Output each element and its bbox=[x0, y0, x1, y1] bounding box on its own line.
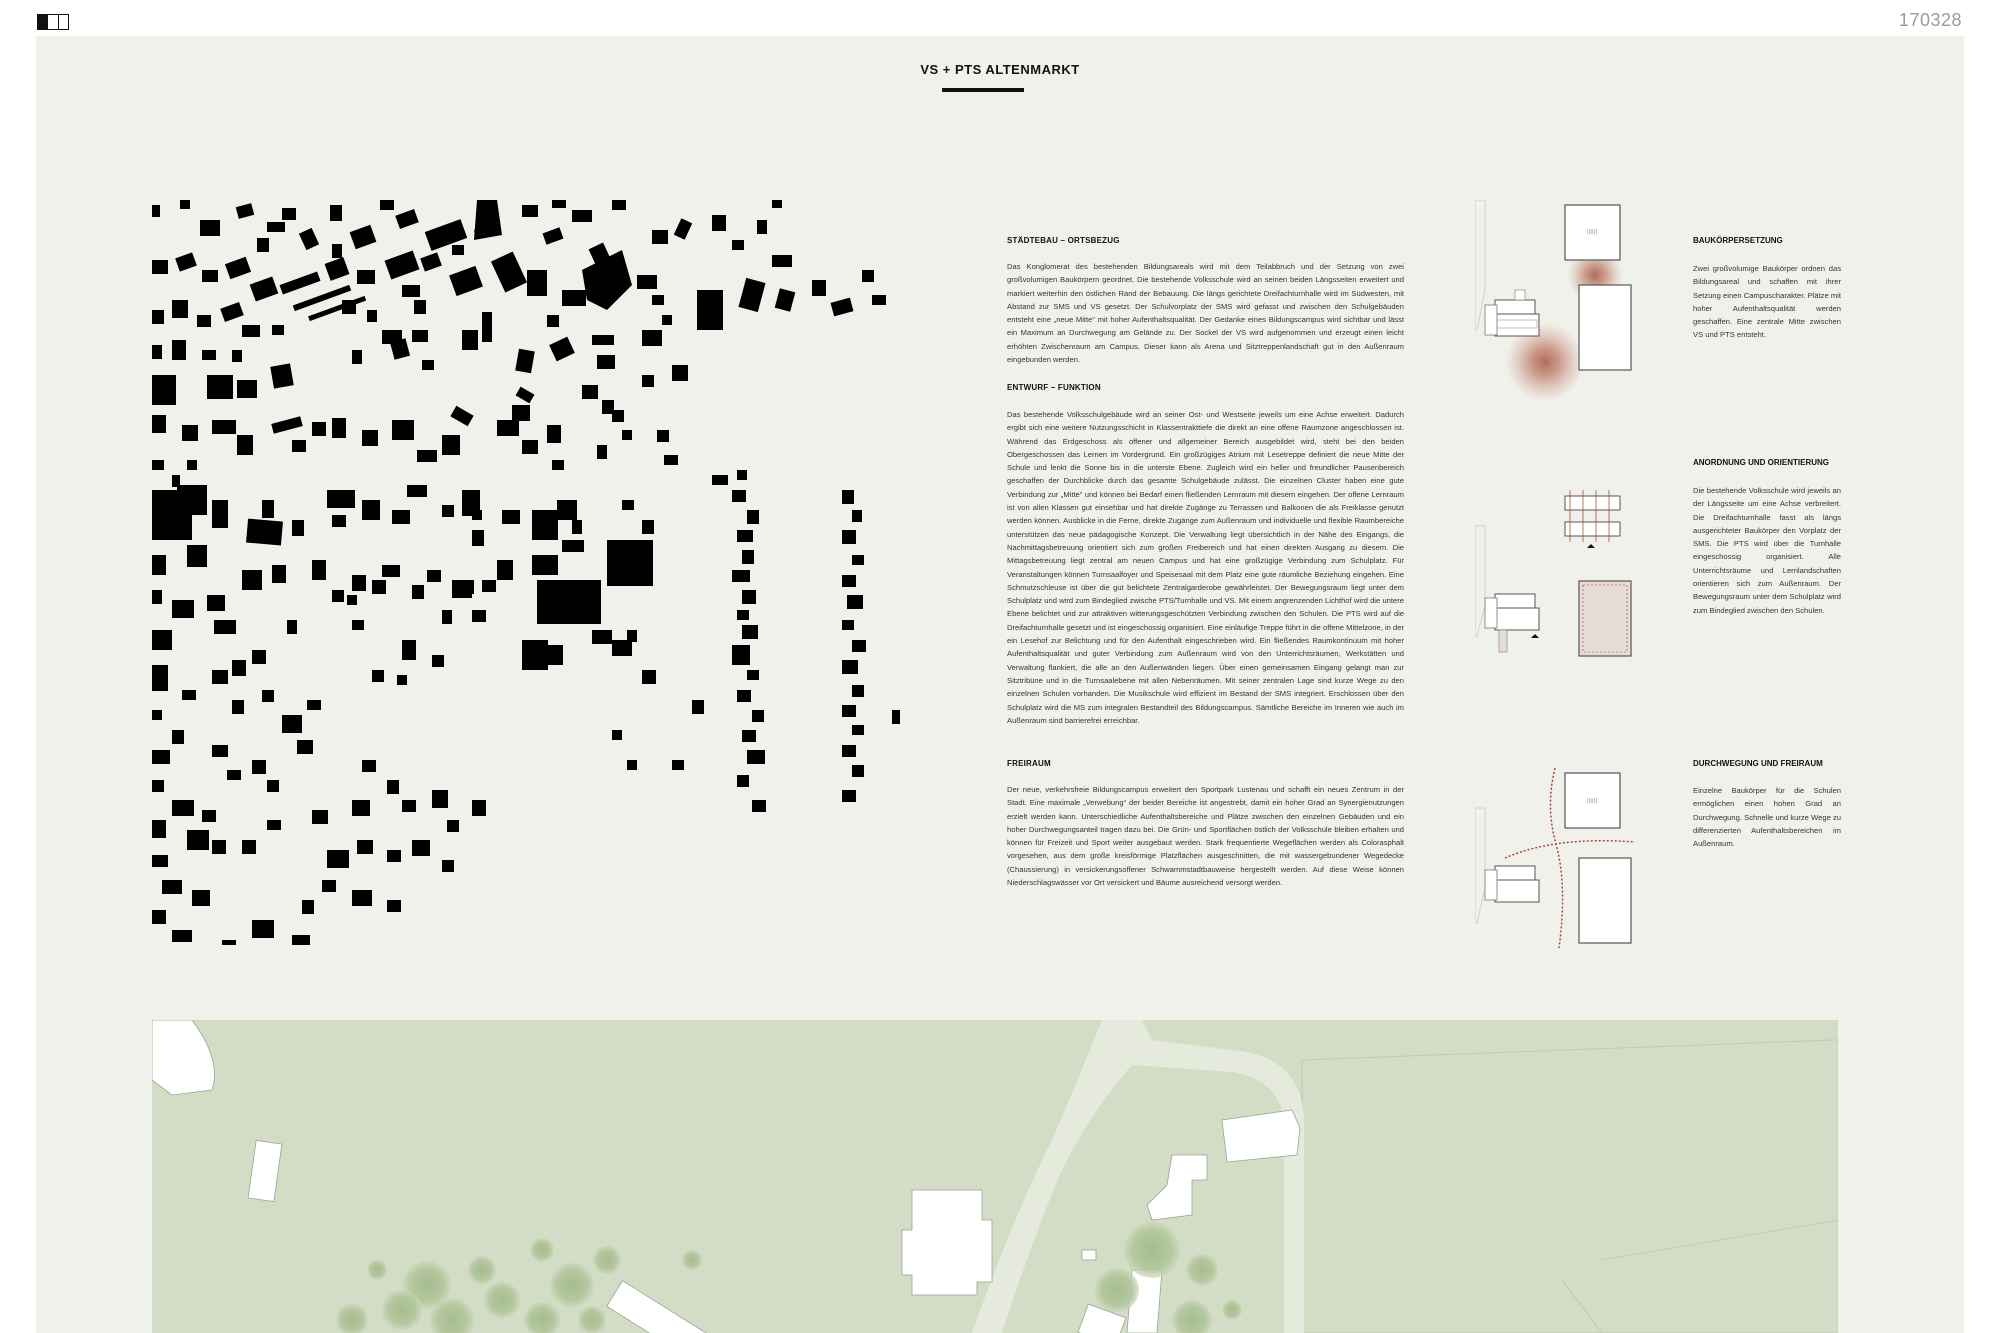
side-heading-baukoerpersetzung: BAUKÖRPERSETZUNG bbox=[1693, 236, 1783, 245]
section-heading-staedtebau: STÄDTEBAU – ORTSBEZUG bbox=[1007, 236, 1120, 245]
site-plan-green bbox=[152, 1020, 1838, 1333]
section-heading-freiraum: FREIRAUM bbox=[1007, 759, 1051, 768]
site-figure-ground-plan bbox=[152, 200, 958, 945]
title-underline bbox=[942, 88, 1024, 92]
entry-number: 170328 bbox=[1898, 10, 1962, 30]
diagram-anordnung-orientierung bbox=[1475, 486, 1635, 666]
side-heading-anordnung: ANORDNUNG UND ORIENTIERUNG bbox=[1693, 458, 1829, 467]
section-heading-entwurf: ENTWURF – FUNKTION bbox=[1007, 383, 1101, 392]
diagram-baukoerpersetzung bbox=[1475, 200, 1635, 400]
logo-icon bbox=[37, 14, 69, 30]
section-text-entwurf: Das bestehende Volksschulgebäude wird an seiner Ost- und Westseite jeweils um eine Achse erweitert. Dadurch ergibt sich eine weitere Nutzungsschicht in Klassentrakttiefe die direkt an eine offene Raumzone angeschlossen ist. Während das Erdgeschoss als offener und allgemeiner Bereich ausgebildet wird, steht bei den beiden Obergeschossen das Lernen im Vordergrund. Ein großzügiges Atrium mit Lesetreppe definiert die neue Mitte der Schule und lenkt die Sonne bis in die unterste Ebene. Zugleich wird ein heller und freundlicher Pausenbereich geschaffen der Durchblicke durch das gesamte Schulgebäude zulässt. Die einzelnen Cluster haben eine gute Verbindung zur „Mitte“ und können bei Bedarf einen fließenden Lernraum mit diesem eingehen. Der offene Lernraum ist von allen Klassen gut einsehbar und hat direkte Zugänge zu Terrassen und Balkonen die als Freiklasse genutzt werden können. Ausblicke in die Ferne, direkte Zugänge zum Außenraum und individuelle und flexible Raumbereiche unterstützen das neue pädagogische Konzept. Die Verwaltung liegt übersichtlich in der Nähe des Eingangs, die Nachmittagsbetreuung orientiert sich zum großen Freibereich und hat einen direkten Ausgang zu diesem. Die Mittagsbetreuung liegt zentral am neuen Campus und hat eine großzügige Verbindung zum Schulplatz. Für Veranstaltungen können Turnsaalfoyer und Speisesaal mit dem Platz eine gute räumliche Beziehung eingehen. Eine Schmutzschleuse ist über die gut belichtete Zentralgarderobe gewährleistet. Der Bewegungsraum liegt unter dem Schulplatz und wird zum Bindeglied zwische PTS/Turnhalle und VS. Mit einem angrenzenden Lichthof wird die untere Ebene belichtet und zur attraktiven witterungsgeschützten Verbindung zwischen den Schulen. Die PTS wird auf die Dreifachturnhalle gesetzt und ist eingeschossig organisiert. Eine einläufige Treppe führt in die offene Mittelzone, in der ein Lesehof zur Belichtung und für den Aufenthalt eingeschrieben wird. Ein fließendes Raumkontinuum mit hoher Aufenthaltsqualität und guter Verbindung zum Außenraum wird von den Unterrichtsräumen, Werkstätten und Verwaltung flankiert, die alle an den Außenwänden liegen. Über einen gemeinsamen Eingang gelangt man zur Sitztribüne und in die Turnsaalebene mit allen Nebenräumen. Mit seiner zentralen Lage sind kurze Wege zu den einzelnen Schulen vorhanden. Die Musikschule wird effizient im Bestand der SMS integriert. Erschlossen über den Schulplatz wird die MS zum integralen Bestandteil des Bildungscampus. Sämtliche Bereiche im Inneren wie auch im Außenraum sind barrierefrei erreichbar. bbox=[1007, 410, 1404, 725]
side-heading-durchwegung: DURCHWEGUNG UND FREIRAUM bbox=[1693, 759, 1823, 768]
section-text-staedtebau: Das Konglomerat des bestehenden Bildungsareals wird mit dem Teilabbruch und der Setzung von zwei großvolumigen Baukörpern geordnet. Die bestehende Volksschule wird an seinen beiden Längsseiten erweitert und markiert weiterhin den östlichen Rand der Bebauung. Die längs gerichtete Dreifachturnhalle wird im Südwesten, mit Abstand zur SMS und VS gesetzt. Der Schulvorplatz der SMS wird gefasst und zwischen den Schulgebäuden entsteht eine „neue Mitte“ mit hoher Aufenthaltsqualität. Der Gedanke eines Bildungscampus wird sichtbar und lässt ein Maximum an Durchwegung am Gelände zu. Der Sockel der VS wird aufgenommen und erzeugt einen leicht erhöhten Zwischenraum am Campus. Dieser kann als Arena und Sitztreppenlandschaft gut in den Außenraum eingebunden werden. bbox=[1007, 262, 1404, 365]
side-text-durchwegung: Einzelne Baukörper für die Schulen ermöglichen einen hohen Grad an Durchwegung. Schnelle und kurze Wege zu differenzierten Aufenthaltsbereichen im Außenraum. bbox=[1693, 786, 1841, 849]
svg-text:||||||: |||||| bbox=[1586, 798, 1598, 804]
poster-title: VS + PTS ALTENMARKT bbox=[920, 62, 1080, 77]
diagram-durchwegung-freiraum bbox=[1475, 748, 1635, 958]
side-text-baukoerpersetzung: Zwei großvolumige Baukörper ordnen das Bildungsareal und schaffen mit ihrer Setzung einen Campuscharakter. Plätze mit hoher Aufenthaltsqualität werden geschaffen. Eine zentrale Mitte zwischen VS und PTS entsteht. bbox=[1693, 264, 1841, 340]
section-text-freiraum: Der neue, verkehrsfreie Bildungscampus erweitert den Sportpark Lustenau und schafft ein neues Zentrum in der Stadt. Eine maximale „Verwebung“ der beider Bereiche ist angestrebt, damit ein hoher Grad an Synergienutzungen erzielt werden kann. Unterschiedliche Aufenthaltsbereiche und Plätze zwischen den einzelnen Gebäuden und ein hoher Durchwegungsanteil tragen dazu bei. Die Grün- und Sportflächen östlich der Volksschule bleiben erhalten und können für Freizeit und Sport weiter ausgebaut werden. Stark frequentierte Wegeflächen werden als Colorasphalt vorgesehen, aus dem große kreisförmige Platzflächen ausgeschnitten, die mit wassergebundener Wegedecke (Chaussierung) in versickerungsoffener Schwammstadtbauweise hergestellt werden. Auf diese Weise können Niederschlagswässer vor Ort versickert und Bäume ausreichend versorgt werden. bbox=[1007, 785, 1404, 888]
top-bar bbox=[0, 0, 2000, 36]
side-text-anordnung: Die bestehende Volksschule wird jeweils an der Längsseite um eine Achse verbreitert. Die Dreifachturnhalle fasst als längs ausgerichteter Baukörper den Vorplatz der SMS. Die PTS wird über die Turnhalle eingeschossig organisiert. Alle Unterrichtsräume und Lernlandschaften orientieren sich zum Außenraum. Der Bewegungsraum unter dem Schulplatz wird zum Bindeglied zwischen den Schulen. bbox=[1693, 486, 1841, 615]
svg-text:||||||: |||||| bbox=[1586, 229, 1598, 235]
